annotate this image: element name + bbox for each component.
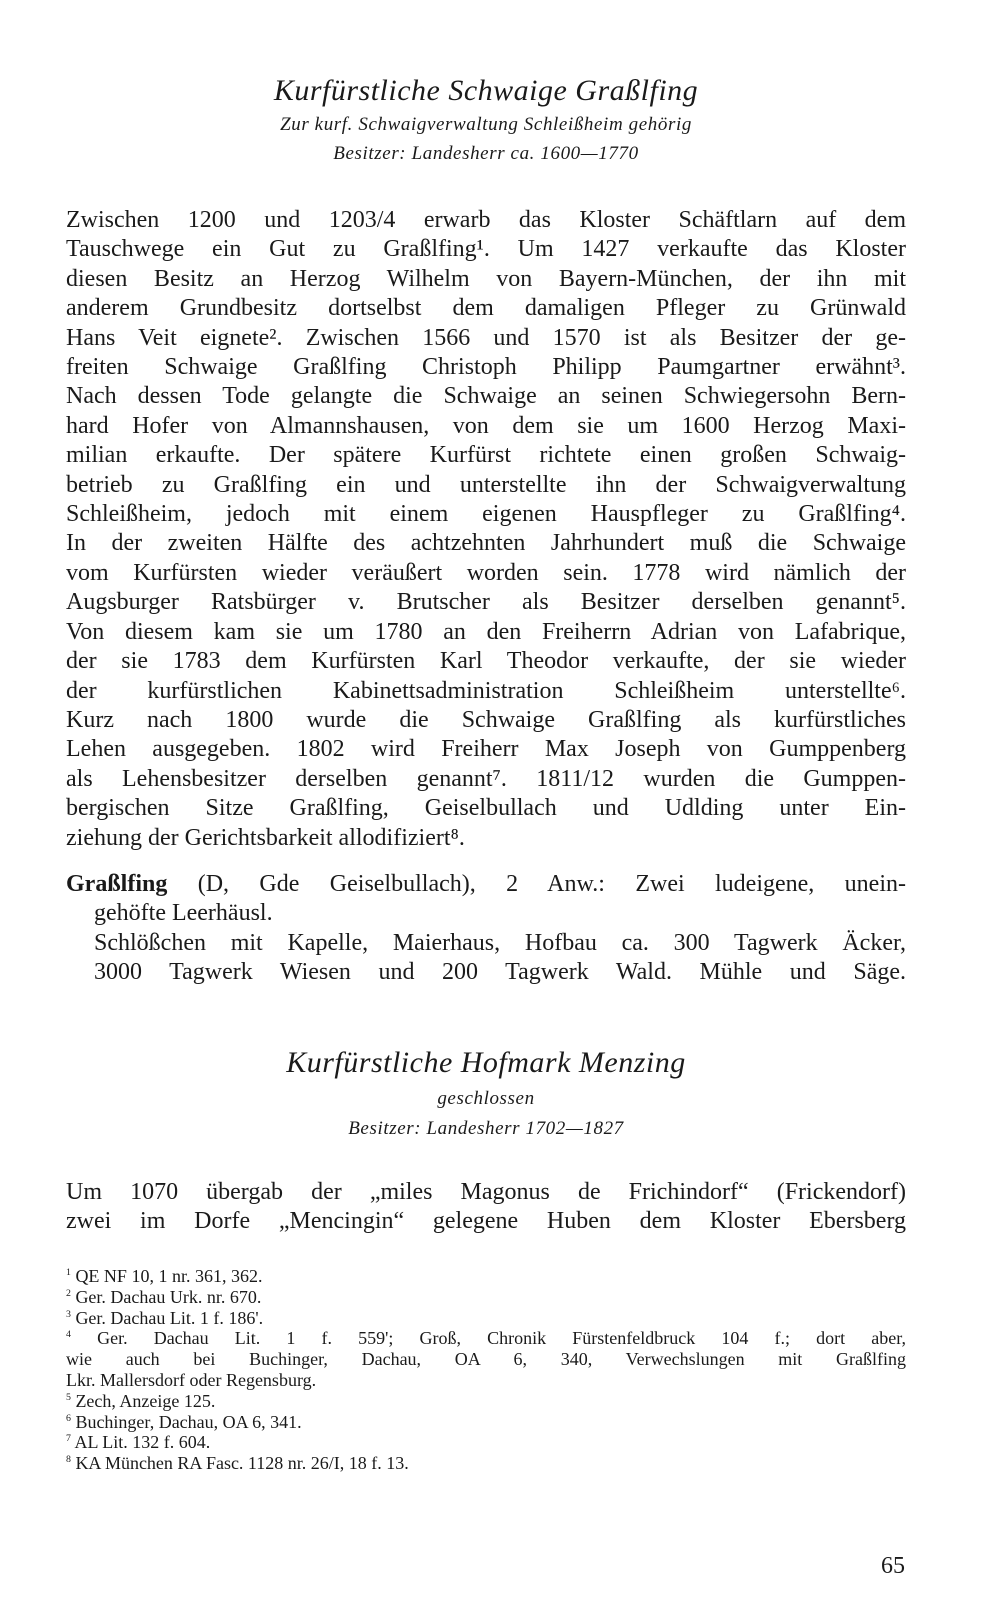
text-line: Kurz nach 1800 wurde die Schwaige Graßlfing als kurfürstliches (66, 706, 906, 733)
footnote-line (66, 1308, 906, 1329)
page-number: 65 (881, 1553, 905, 1579)
text-line: anderem Grundbesitz dortselbst dem damaligen Pfleger zu Grünwald (66, 295, 906, 322)
footnote-text: Zech, Anzeige 125. (75, 1390, 216, 1411)
text-line: Lehen ausgegeben. 1802 wird Freiherr Max Joseph von Gumppenberg (66, 736, 906, 763)
text-line: hard Hofer von Almannshausen, von dem sie um 1600 Herzog Maxi- (66, 412, 906, 439)
text-line: In der zweiten Hälfte des achtzehnten Jahrhundert muß die Schwaige (66, 530, 906, 557)
section1-heading (66, 74, 906, 165)
text-line: ziehung der Gerichtsbarkeit allodifiziert⁸. (66, 824, 465, 851)
footnote-number: 3 (66, 1308, 71, 1320)
text-line: vom Kurfürsten wieder veräußert worden sein. 1778 wird nämlich der (66, 559, 906, 586)
text-line: bergischen Sitze Graßlfing, Geiselbullach und Udlding unter Ein- (66, 795, 906, 822)
footnote-line (66, 1432, 906, 1453)
footnote-line (66, 1391, 906, 1412)
text-line: Tauschwege ein Gut zu Graßlfing¹. Um 1427 verkaufte das Kloster (66, 236, 906, 263)
footnote-line (66, 1412, 906, 1433)
text-line: Augsburger Ratsbürger v. Brutscher als Besitzer derselben genannt⁵. (66, 589, 906, 616)
footnote-line (66, 1287, 906, 1308)
entry-line-1 (66, 870, 906, 899)
footnote-text: Lkr. Mallersdorf oder Regensburg. (66, 1369, 317, 1390)
footnote-number: 4 (66, 1329, 71, 1341)
footnote-text: Ger. Dachau Urk. nr. 670. (75, 1286, 262, 1307)
footnote-text: wie auch bei Buchinger, Dachau, OA 6, 340, Verwechslungen mit Graßlfing (66, 1349, 906, 1370)
text-line: Schleißheim, jedoch mit einem eigenen Hauspfleger zu Graßlfing⁴. (66, 501, 906, 528)
footnote-text: QE NF 10, 1 nr. 361, 362. (75, 1266, 263, 1286)
footnote-text: Ger. Dachau Lit. 1 f. 186'. (75, 1307, 264, 1328)
entry-line-3: Schlößchen mit Kapelle, Maierhaus, Hofbau ca. 300 Tagwerk Äcker, (94, 929, 906, 956)
section1-paragraph (66, 206, 906, 853)
footnote-line (66, 1370, 906, 1391)
section2-paragraph (66, 1178, 906, 1237)
section1-entry (66, 870, 906, 988)
text-line: freiten Schwaige Graßlfing Christoph Philipp Paumgartner erwähnt³. (66, 354, 906, 381)
footnote-line (66, 1453, 906, 1474)
footnote-line (66, 1266, 906, 1287)
text-line: milian erkaufte. Der spätere Kurfürst richtete einen großen Schwaig- (66, 442, 906, 469)
section2-owner: Besitzer: Landesherr 1702—1827 (348, 1118, 624, 1139)
text-line: Hans Veit eignete². Zwischen 1566 und 1570 ist als Besitzer der ge- (66, 324, 906, 351)
text-line: diesen Besitz an Herzog Wilhelm von Bayern-München, der ihn mit (66, 265, 906, 292)
text-line: Von diesem kam sie um 1780 an den Freiherrn Adrian von Lafabrique, (66, 618, 906, 645)
section1-owner: Besitzer: Landesherr ca. 1600—1770 (333, 143, 639, 164)
footnotes (66, 1266, 906, 1474)
footnote-number: 2 (66, 1287, 71, 1299)
entry-line-4: 3000 Tagwerk Wiesen und 200 Tagwerk Wald. Mühle und Säge. (94, 959, 906, 986)
section2-heading (66, 1046, 906, 1140)
footnote-text: KA München RA Fasc. 1128 nr. 26/I, 18 f. 13. (75, 1453, 409, 1474)
text-line: zwei im Dorfe „Mencingin“ gelegene Huben dem Kloster Ebersberg (66, 1208, 906, 1235)
section2-subtitle: geschlossen (437, 1088, 535, 1109)
footnote-text: AL Lit. 132 f. 604. (74, 1432, 211, 1453)
footnote-text: Buchinger, Dachau, OA 6, 341. (75, 1411, 302, 1432)
footnote-number: 1 (66, 1267, 71, 1278)
text-line: der kurfürstlichen Kabinettsadministration Schleißheim unterstellte⁶. (66, 677, 906, 704)
footnote-number: 6 (66, 1412, 71, 1424)
footnote-number: 5 (66, 1391, 71, 1403)
section1-subtitle: Zur kurf. Schwaigverwaltung Schleißheim gehörig (280, 114, 692, 135)
section2-title: Kurfürstliche Hofmark Menzing (286, 1046, 686, 1079)
entry-place-name: Graßlfing (66, 871, 168, 897)
text-line: Um 1070 übergab der „miles Magonus de Frichindorf“ (Frickendorf) (66, 1179, 906, 1205)
entry-line-1-text: (D, Gde Geiselbullach), 2 Anw.: Zwei ludeigene, unein- (167, 871, 906, 897)
text-line: Nach dessen Tode gelangte die Schwaige an seinen Schwiegersohn Bern- (66, 383, 906, 410)
section1-title: Kurfürstliche Schwaige Graßlfing (273, 74, 699, 107)
footnote-line (66, 1328, 906, 1349)
text-line: als Lehensbesitzer derselben genannt⁷. 1811/12 wurden die Gumppen- (66, 765, 906, 792)
footnote-number: 7 (66, 1433, 71, 1445)
footnote-line (66, 1349, 906, 1370)
entry-line-2: gehöfte Leerhäusl. (94, 900, 273, 927)
text-line: Zwischen 1200 und 1203/4 erwarb das Kloster Schäftlarn auf dem (66, 207, 906, 233)
footnote-text: Ger. Dachau Lit. 1 f. 559'; Groß, Chronik Fürstenfeldbruck 104 f.; dort aber, (97, 1328, 907, 1349)
text-line: der sie 1783 dem Kurfürsten Karl Theodor verkaufte, der sie wieder (66, 648, 906, 675)
text-line: betrieb zu Graßlfing ein und unterstellte ihn der Schwaigverwaltung (66, 471, 906, 498)
footnote-number: 8 (66, 1454, 71, 1466)
